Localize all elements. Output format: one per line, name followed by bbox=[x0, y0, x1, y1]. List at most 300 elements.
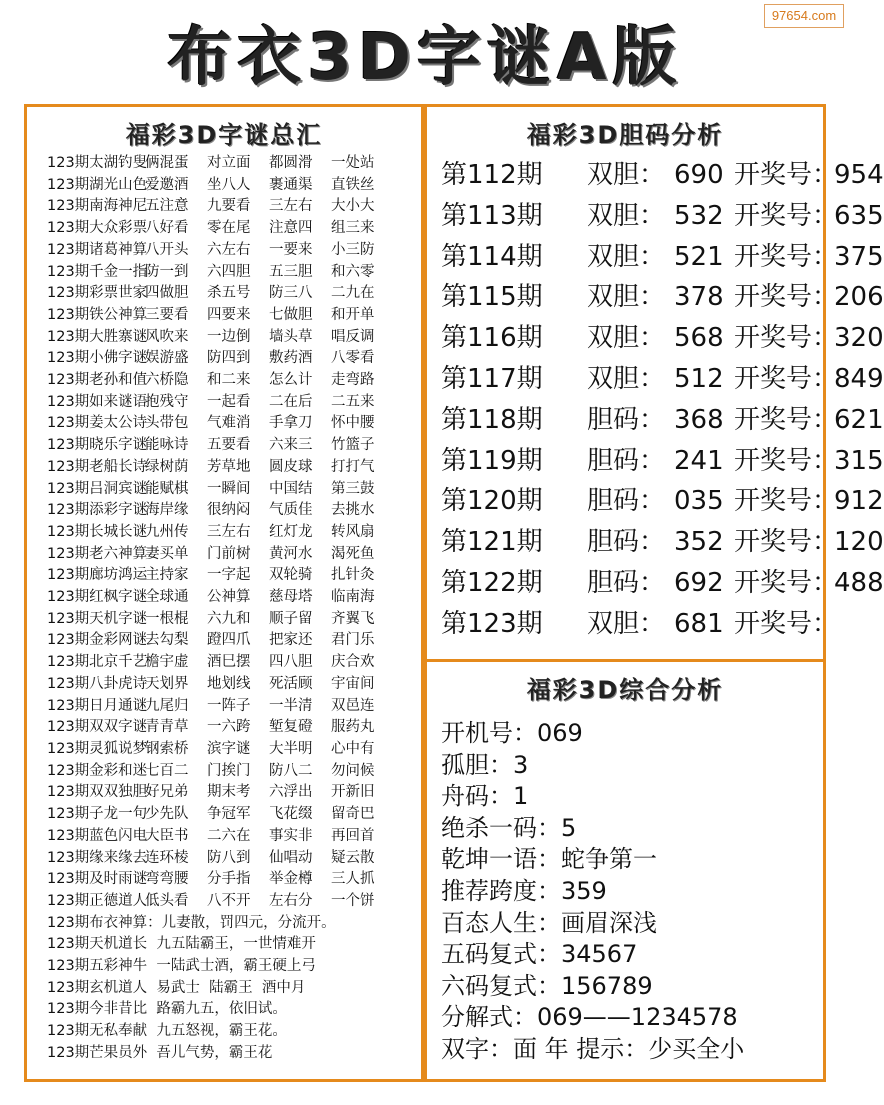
comp-panel-title: 福彩3D综合分析 bbox=[526, 676, 724, 704]
riddle-clue: 头带包 bbox=[145, 415, 189, 432]
riddle-row bbox=[47, 175, 391, 197]
riddle-clue: 八不开 bbox=[207, 892, 251, 909]
riddle-row bbox=[47, 848, 391, 870]
dan-row bbox=[441, 318, 884, 359]
watermark: 97654.com bbox=[764, 4, 844, 28]
draw-label: 开奖号： bbox=[734, 200, 839, 231]
dan-type: 胆码： bbox=[587, 404, 666, 435]
riddle-clue: 慈母塔 bbox=[269, 589, 313, 606]
riddle-clue: 爱邀酒 bbox=[145, 176, 189, 193]
analysis-line: 舟码：1 bbox=[441, 782, 529, 811]
dan-period: 第120期 bbox=[441, 486, 543, 517]
riddle-clue: 酒巳摆 bbox=[207, 654, 251, 671]
riddle-clue: 二九在 bbox=[331, 285, 375, 302]
riddle-wide-row: 123期今非昔比 路霸九五，依旧试。 bbox=[47, 1001, 287, 1018]
riddle-clue: 天划界 bbox=[145, 675, 189, 692]
dan-period: 第113期 bbox=[441, 200, 543, 231]
riddle-clue: 打打气 bbox=[331, 458, 375, 475]
riddle-row bbox=[47, 435, 391, 457]
riddle-wide-row: 123期天机道长 九五陆霸王，一世情难开 bbox=[47, 936, 316, 953]
riddle-clue: 二五来 bbox=[331, 393, 375, 410]
riddle-clue: 六九和 bbox=[207, 610, 251, 627]
riddle-source: 123期太湖钓叟 bbox=[47, 155, 148, 171]
riddle-clue: 坐八人 bbox=[207, 176, 251, 193]
riddle-clue: 去勾梨 bbox=[145, 632, 189, 649]
riddle-clue: 钢索桥 bbox=[145, 740, 189, 757]
dan-period: 第123期 bbox=[441, 608, 543, 639]
riddle-wide-row: 123期芒果员外 吾儿气势，霸王花 bbox=[47, 1044, 273, 1061]
riddle-row bbox=[47, 305, 391, 327]
riddle-clue: 二六在 bbox=[207, 827, 251, 844]
riddle-clue: 气质佳 bbox=[269, 502, 313, 519]
riddle-source: 123期大胜寨谜 bbox=[47, 328, 148, 345]
dan-type: 胆码： bbox=[587, 527, 666, 558]
riddle-source: 123期大众彩票 bbox=[47, 220, 148, 237]
dan-type: 双胆： bbox=[587, 241, 666, 272]
dan-row bbox=[441, 604, 884, 645]
riddle-source: 123期长城长谜 bbox=[47, 523, 148, 540]
analysis-line: 推荐跨度：359 bbox=[441, 876, 607, 905]
riddle-row bbox=[47, 327, 391, 349]
dan-type: 胆码： bbox=[587, 567, 666, 598]
analysis-line: 绝杀一码：5 bbox=[441, 813, 577, 842]
riddle-clue: 直铁丝 bbox=[331, 176, 375, 193]
riddle-clue: 把家还 bbox=[269, 632, 313, 649]
riddle-wide-row: 123期无私奉献 九五怒视，霸王花。 bbox=[47, 1023, 287, 1040]
dan-row bbox=[441, 155, 884, 196]
riddle-clue: 公神算 bbox=[207, 589, 251, 606]
analysis-line: 乾坤一语：蛇争第一 bbox=[441, 845, 657, 874]
riddle-source: 123期晓乐字谜 bbox=[47, 437, 148, 454]
riddle-clue: 六四胆 bbox=[207, 263, 251, 280]
draw-number: 954 bbox=[834, 160, 884, 190]
dan-value: 035 bbox=[674, 486, 724, 517]
riddle-source: 123期千金一指 bbox=[47, 263, 148, 280]
riddle-clue: 连环棱 bbox=[145, 849, 189, 866]
dan-row bbox=[441, 481, 884, 522]
dan-row bbox=[441, 441, 884, 482]
riddle-clue: 扎针灸 bbox=[331, 567, 375, 584]
riddle-row bbox=[47, 630, 391, 652]
riddle-clue: 怎么计 bbox=[269, 372, 313, 389]
riddle-clue: 期末考 bbox=[207, 784, 251, 801]
dan-type: 双胆： bbox=[587, 200, 666, 231]
dan-row bbox=[441, 196, 884, 237]
riddle-clue: 小三防 bbox=[331, 241, 375, 258]
riddle-row bbox=[47, 739, 391, 761]
dan-value: 681 bbox=[674, 608, 724, 639]
analysis-line: 双字：面 年 提示：少买全小 bbox=[441, 1034, 745, 1063]
riddle-clue: 一个饼 bbox=[331, 892, 375, 909]
riddle-clue: 临南海 bbox=[331, 589, 375, 606]
riddle-clue: 对立面 bbox=[207, 155, 251, 171]
riddle-clue: 六桥隐 bbox=[145, 372, 189, 389]
riddle-source: 123期及时雨谜 bbox=[47, 871, 148, 888]
draw-label: 开奖号： bbox=[734, 160, 839, 190]
dan-period: 第118期 bbox=[441, 404, 543, 435]
draw-label: 开奖号： bbox=[734, 567, 839, 598]
riddle-clue: 弯弯腰 bbox=[145, 871, 189, 888]
riddle-row bbox=[47, 717, 391, 739]
riddle-clue: 双轮骑 bbox=[269, 567, 313, 584]
dan-type: 双胆： bbox=[587, 160, 666, 190]
riddle-source: 123期金彩和迷 bbox=[47, 762, 148, 779]
riddle-clue: 全球通 bbox=[145, 589, 189, 606]
dan-value: 241 bbox=[674, 445, 724, 476]
riddle-source: 123期老船长诗 bbox=[47, 458, 148, 475]
riddle-clue: 飞花缀 bbox=[269, 806, 313, 823]
riddle-source: 123期老六神算 bbox=[47, 545, 148, 562]
dan-value: 521 bbox=[674, 241, 724, 272]
riddle-row bbox=[47, 262, 391, 284]
dan-type: 双胆： bbox=[587, 282, 666, 313]
riddle-row bbox=[47, 240, 391, 262]
dan-period: 第119期 bbox=[441, 445, 543, 476]
riddle-source: 123期日月通谜 bbox=[47, 697, 148, 714]
dan-value: 378 bbox=[674, 282, 724, 313]
riddle-clue: 绿树荫 bbox=[145, 458, 189, 475]
riddle-summary-panel bbox=[24, 104, 424, 1082]
riddle-clue: 顺子留 bbox=[269, 610, 313, 627]
draw-label: 开奖号： bbox=[734, 323, 839, 354]
riddle-clue: 娱游盛 bbox=[145, 350, 189, 367]
riddle-clue: 第三鼓 bbox=[331, 480, 375, 497]
riddle-source: 123期彩票世家 bbox=[47, 285, 148, 302]
riddle-clue: 事实非 bbox=[269, 827, 313, 844]
riddle-source: 123期天机字谜 bbox=[47, 610, 148, 627]
riddle-clue: 四做胆 bbox=[145, 285, 189, 302]
dan-value: 568 bbox=[674, 323, 724, 354]
riddle-row bbox=[47, 869, 391, 891]
draw-number: 912 bbox=[834, 486, 884, 517]
riddle-clue: 手拿刀 bbox=[269, 415, 313, 432]
dan-row bbox=[441, 522, 884, 563]
riddle-clue: 主持家 bbox=[145, 567, 189, 584]
riddle-clue: 庆合欢 bbox=[331, 654, 375, 671]
riddle-source: 123期湖光山色 bbox=[47, 176, 148, 193]
riddle-clue: 檐宇虚 bbox=[145, 654, 189, 671]
dan-value: 692 bbox=[674, 567, 724, 598]
riddle-clue: 渴死鱼 bbox=[331, 545, 375, 562]
riddle-row bbox=[47, 153, 391, 175]
riddle-clue: 八零看 bbox=[331, 350, 375, 367]
riddle-clue: 一根棍 bbox=[145, 610, 189, 627]
riddle-clue: 六左右 bbox=[207, 241, 251, 258]
dan-period: 第121期 bbox=[441, 527, 543, 558]
riddle-clue: 很纳闷 bbox=[207, 502, 251, 519]
riddle-clue: 都圆滑 bbox=[269, 155, 313, 171]
riddle-clue: 裹通渠 bbox=[269, 176, 313, 193]
riddle-clue: 大半明 bbox=[269, 740, 313, 757]
riddle-source: 123期添彩字谜 bbox=[47, 502, 148, 519]
riddle-row bbox=[47, 782, 391, 804]
riddle-clue: 黄河水 bbox=[269, 545, 313, 562]
riddle-clue: 堑复磴 bbox=[269, 719, 313, 736]
riddle-clue: 防一到 bbox=[145, 263, 189, 280]
riddle-source: 123期双双字谜 bbox=[47, 719, 148, 736]
dan-value: 352 bbox=[674, 527, 724, 558]
riddle-clue: 红灯龙 bbox=[269, 523, 313, 540]
riddle-row bbox=[47, 674, 391, 696]
draw-label: 开奖号： bbox=[734, 404, 839, 435]
riddle-clue: 少先队 bbox=[145, 806, 189, 823]
riddle-clue: 能咏诗 bbox=[145, 437, 189, 454]
draw-number: 206 bbox=[834, 282, 884, 313]
riddle-source: 123期老孙和值 bbox=[47, 372, 148, 389]
dan-type: 胆码： bbox=[587, 486, 666, 517]
riddle-clue: 二在后 bbox=[269, 393, 313, 410]
riddle-row bbox=[47, 696, 391, 718]
riddle-clue: 仙唱动 bbox=[269, 849, 313, 866]
riddle-table bbox=[47, 153, 391, 1065]
riddle-source: 123期北京千艺 bbox=[47, 654, 148, 671]
analysis-line: 分解式：069——1234578 bbox=[441, 1003, 738, 1032]
riddle-clue: 海岸缘 bbox=[145, 502, 189, 519]
riddle-clue: 留奇巴 bbox=[331, 806, 375, 823]
riddle-clue: 齐翼飞 bbox=[331, 610, 375, 627]
riddle-clue: 一六跨 bbox=[207, 719, 251, 736]
draw-label: 开奖号： bbox=[734, 363, 839, 394]
draw-label: 开奖号： bbox=[734, 527, 839, 558]
riddle-row bbox=[47, 804, 391, 826]
riddle-row bbox=[47, 218, 391, 240]
dan-row bbox=[441, 277, 884, 318]
riddle-clue: 君门乐 bbox=[331, 632, 375, 649]
riddle-clue: 门前树 bbox=[207, 545, 251, 562]
dan-type: 双胆： bbox=[587, 363, 666, 394]
dan-period: 第117期 bbox=[441, 363, 543, 394]
riddle-clue: 芳草地 bbox=[207, 458, 251, 475]
riddle-row bbox=[47, 761, 391, 783]
riddle-wide-row: 123期五彩神牛 一陆武士酒，霸王硬上弓 bbox=[47, 958, 316, 975]
draw-number: 488 bbox=[834, 567, 884, 598]
riddle-clue: 一起看 bbox=[207, 393, 251, 410]
riddle-clue: 地划线 bbox=[207, 675, 251, 692]
riddle-clue: 能赋棋 bbox=[145, 480, 189, 497]
riddle-clue: 一瞬间 bbox=[207, 480, 251, 497]
riddle-clue: 青青草 bbox=[145, 719, 189, 736]
riddle-source: 123期八卦虎诗 bbox=[47, 675, 148, 692]
riddle-clue: 疑云散 bbox=[331, 849, 375, 866]
riddle-clue: 三人抓 bbox=[331, 871, 375, 888]
riddle-row bbox=[47, 196, 391, 218]
riddle-source: 123期灵狐说梦 bbox=[47, 740, 148, 757]
riddle-clue: 中国结 bbox=[269, 480, 313, 497]
riddle-clue: 大小大 bbox=[331, 198, 375, 215]
riddle-clue: 组三来 bbox=[331, 220, 375, 237]
dan-period: 第115期 bbox=[441, 282, 543, 313]
riddle-clue: 三左右 bbox=[207, 523, 251, 540]
draw-number: 315 bbox=[834, 445, 884, 476]
riddle-clue: 好兄弟 bbox=[145, 784, 189, 801]
riddle-row bbox=[47, 609, 391, 631]
dan-list bbox=[441, 155, 884, 645]
dan-type: 双胆： bbox=[587, 608, 666, 639]
riddle-clue: 一字起 bbox=[207, 567, 251, 584]
riddle-clue: 心中有 bbox=[331, 740, 375, 757]
riddle-clue: 低头看 bbox=[145, 892, 189, 909]
riddle-clue: 宇宙间 bbox=[331, 675, 375, 692]
riddle-source: 123期如来谜语 bbox=[47, 393, 148, 410]
riddle-wide-row: 123期布衣神算：儿妻散，罚四元，分流开。 bbox=[47, 914, 336, 931]
riddle-clue: 五三胆 bbox=[269, 263, 313, 280]
dan-period: 第116期 bbox=[441, 323, 543, 354]
comprehensive-analysis-panel bbox=[424, 659, 826, 1082]
dan-row bbox=[441, 237, 884, 278]
riddle-clue: 防三八 bbox=[269, 285, 313, 302]
riddle-clue: 开新旧 bbox=[331, 784, 375, 801]
riddle-source: 123期双双独胆 bbox=[47, 784, 148, 801]
riddle-row bbox=[47, 826, 391, 848]
riddle-row bbox=[47, 479, 391, 501]
riddle-clue: 分手指 bbox=[207, 871, 251, 888]
draw-number: 120 bbox=[834, 527, 884, 558]
riddle-row bbox=[47, 457, 391, 479]
riddle-row bbox=[47, 392, 391, 414]
riddle-source: 123期红枫字谜 bbox=[47, 589, 148, 606]
riddle-clue: 竹篮子 bbox=[331, 437, 375, 454]
riddle-source: 123期小佛字谜 bbox=[47, 350, 148, 367]
riddle-clue: 五注意 bbox=[145, 198, 189, 215]
dan-value: 512 bbox=[674, 363, 724, 394]
riddle-source: 123期缘来缘去 bbox=[47, 849, 148, 866]
riddle-clue: 六浮出 bbox=[269, 784, 313, 801]
riddle-clue: 七做胆 bbox=[269, 306, 313, 323]
riddle-clue: 和六零 bbox=[331, 263, 375, 280]
riddle-clue: 一处站 bbox=[331, 155, 375, 171]
riddle-clue: 双邑连 bbox=[331, 697, 375, 714]
page-title: 布衣3D字谜A版 bbox=[167, 21, 683, 95]
dan-period: 第112期 bbox=[441, 160, 543, 190]
riddle-row bbox=[47, 370, 391, 392]
riddle-clue: 零在尾 bbox=[207, 220, 251, 237]
dan-period: 第114期 bbox=[441, 241, 543, 272]
draw-number: 320 bbox=[834, 323, 884, 354]
riddle-row bbox=[47, 413, 391, 435]
riddle-clue: 圆皮球 bbox=[269, 458, 313, 475]
riddle-clue: 走弯路 bbox=[331, 372, 375, 389]
analysis-line: 百态人生：画眉深浅 bbox=[441, 908, 657, 937]
riddle-clue: 四要来 bbox=[207, 306, 251, 323]
riddle-clue: 去挑水 bbox=[331, 502, 375, 519]
riddle-clue: 五要看 bbox=[207, 437, 251, 454]
riddle-clue: 举金樽 bbox=[269, 871, 313, 888]
draw-label: 开奖号： bbox=[734, 486, 839, 517]
riddle-clue: 风吹来 bbox=[145, 328, 189, 345]
riddle-clue: 一半清 bbox=[269, 697, 313, 714]
riddle-clue: 四八胆 bbox=[269, 654, 313, 671]
riddle-clue: 唱反调 bbox=[331, 328, 375, 345]
riddle-row bbox=[47, 891, 391, 913]
riddle-source: 123期姜太公诗 bbox=[47, 415, 148, 432]
riddle-row bbox=[47, 522, 391, 544]
riddle-source: 123期铁公神算 bbox=[47, 306, 148, 323]
riddle-source: 123期蓝色闪电 bbox=[47, 827, 148, 844]
riddle-clue: 气难消 bbox=[207, 415, 251, 432]
riddle-clue: 九要看 bbox=[207, 198, 251, 215]
riddle-clue: 抱残守 bbox=[145, 393, 189, 410]
riddle-clue: 死活顾 bbox=[269, 675, 313, 692]
riddle-clue: 六来三 bbox=[269, 437, 313, 454]
riddle-clue: 和二来 bbox=[207, 372, 251, 389]
draw-number bbox=[834, 604, 884, 645]
riddle-clue: 墙头草 bbox=[269, 328, 313, 345]
riddle-row bbox=[47, 565, 391, 587]
dan-row bbox=[441, 400, 884, 441]
draw-label: 开奖号： bbox=[734, 445, 839, 476]
riddle-clue: 一阵子 bbox=[207, 697, 251, 714]
analysis-line: 开机号：069 bbox=[441, 719, 583, 747]
riddle-clue: 俩混蛋 bbox=[145, 155, 189, 171]
dan-value: 690 bbox=[674, 160, 724, 190]
riddle-panel-title: 福彩3D字谜总汇 bbox=[125, 121, 323, 149]
riddle-source: 123期廊坊鸿运 bbox=[47, 567, 148, 584]
analysis-line: 六码复式：156789 bbox=[441, 971, 653, 1000]
riddle-clue: 转风扇 bbox=[331, 523, 375, 540]
analysis-line: 五码复式：34567 bbox=[441, 940, 638, 969]
riddle-clue: 左右分 bbox=[269, 892, 313, 909]
riddle-clue: 一要来 bbox=[269, 241, 313, 258]
riddle-clue: 服药丸 bbox=[331, 719, 375, 736]
riddle-wide-row: 123期玄机道人 易武士 陆霸王 酒中月 bbox=[47, 979, 306, 996]
riddle-clue: 大臣书 bbox=[145, 827, 189, 844]
dan-analysis-panel bbox=[424, 104, 884, 662]
riddle-row bbox=[47, 348, 391, 370]
dan-value: 532 bbox=[674, 200, 724, 231]
riddle-clue: 一边倒 bbox=[207, 328, 251, 345]
riddle-clue: 八好看 bbox=[145, 220, 189, 237]
riddle-clue: 注意四 bbox=[269, 220, 313, 237]
riddle-row bbox=[47, 544, 391, 566]
riddle-source: 123期吕洞宾谜 bbox=[47, 480, 148, 497]
riddle-clue: 九州传 bbox=[145, 523, 189, 540]
riddle-clue: 三要看 bbox=[145, 306, 189, 323]
riddle-clue: 妻买单 bbox=[145, 545, 189, 562]
riddle-clue: 三左右 bbox=[269, 198, 313, 215]
riddle-clue: 防八到 bbox=[207, 849, 251, 866]
riddle-source: 123期金彩网谜 bbox=[47, 632, 148, 649]
riddle-source: 123期正德道人 bbox=[47, 892, 148, 909]
analysis-line: 孤胆：3 bbox=[441, 750, 529, 779]
riddle-clue: 勿问候 bbox=[331, 762, 375, 779]
riddle-clue: 九尾归 bbox=[145, 697, 189, 714]
riddle-clue: 门挨门 bbox=[207, 762, 251, 779]
riddle-source: 123期诸葛神算 bbox=[47, 241, 148, 258]
draw-label: 开奖号： bbox=[734, 608, 839, 639]
riddle-row bbox=[47, 652, 391, 674]
riddle-clue: 防四到 bbox=[207, 350, 251, 367]
riddle-clue: 蹬四爪 bbox=[207, 632, 251, 649]
dan-type: 胆码： bbox=[587, 445, 666, 476]
riddle-row bbox=[47, 587, 391, 609]
draw-number: 621 bbox=[834, 404, 884, 435]
riddle-clue: 八开头 bbox=[145, 241, 189, 258]
riddle-clue: 再回首 bbox=[331, 827, 375, 844]
draw-label: 开奖号： bbox=[734, 241, 839, 272]
riddle-clue: 七百二 bbox=[145, 762, 189, 779]
draw-number: 635 bbox=[834, 200, 884, 231]
riddle-clue: 敷药酒 bbox=[269, 350, 313, 367]
draw-number: 849 bbox=[834, 363, 884, 394]
draw-label: 开奖号： bbox=[734, 282, 839, 313]
riddle-source: 123期子龙一句 bbox=[47, 806, 148, 823]
draw-number: 375 bbox=[834, 241, 884, 272]
dan-row bbox=[441, 563, 884, 604]
dan-panel-title: 福彩3D胆码分析 bbox=[526, 121, 724, 149]
riddle-clue: 怀中腰 bbox=[331, 415, 375, 432]
comp-list bbox=[441, 718, 744, 1066]
dan-type: 双胆： bbox=[587, 323, 666, 354]
